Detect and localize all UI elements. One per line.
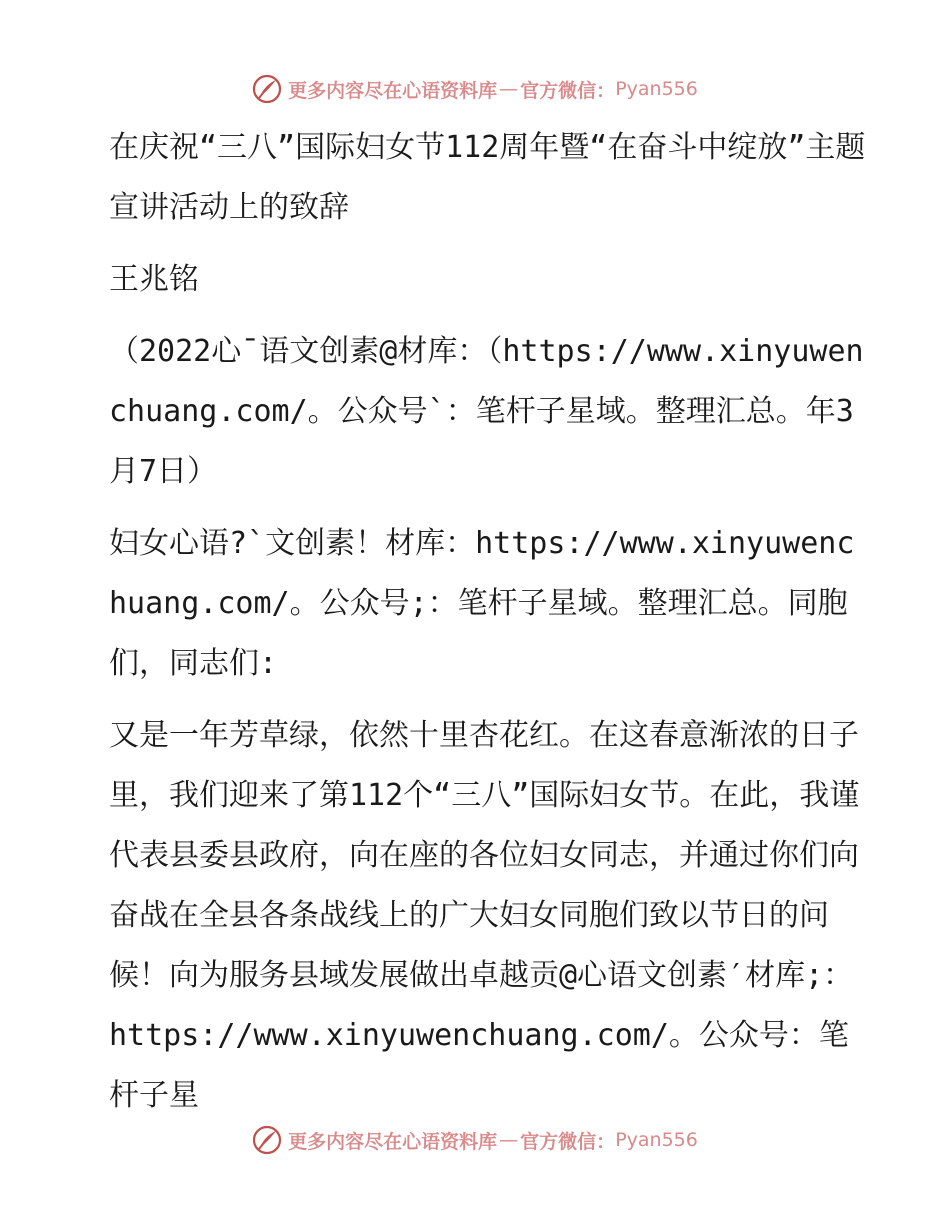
header-watermark-banner [0, 72, 950, 106]
banner-official-text: 官方微信： [520, 79, 616, 102]
banner-wechat-id: Pyan556 [615, 1129, 698, 1151]
paragraph-greeting: 妇女心语?`文创素！材库：https://www.xinyuwenchuang.com/。公众号;：笔杆子星域。整理汇总。同胞们，同志们: [109, 526, 855, 681]
banner-dash: — [499, 78, 519, 100]
banner-main-text: 更多内容尽在心语资料库 [288, 1130, 498, 1153]
quill-circle-logo-icon [252, 74, 282, 104]
banner-wechat-id: Pyan556 [615, 78, 698, 100]
banner-official-text: 官方微信： [520, 1130, 616, 1153]
document-date-note: （2022心¯语文创素@材库：（https://www.xinyuwenchuang.com/。公众号`：笔杆子星域。整理汇总。年3月7日） [109, 334, 864, 489]
banner-dash: — [499, 1129, 519, 1151]
paragraph-body: 又是一年芳草绿，依然十里杏花红。在这春意渐浓的日子里，我们迎来了第112个“三八”国际妇女节。在此，我谨代表县委县政府，向在座的各位妇女同志，并通过你们向奋战在全县各条战线上的广大妇女同胞们致以节日的问候！向为服务县域发展做出卓越贡@心语文创素′材库;：https://www.xinyuwenchuang.com/。公众号：笔杆子星 [109, 718, 860, 1113]
document-author: 王兆铭 [109, 262, 199, 297]
banner-main-text: 更多内容尽在心语资料库 [288, 79, 498, 102]
footer-watermark-banner [0, 1123, 950, 1157]
document-title: 在庆祝“三八”国际妇女节112周年暨“在奋斗中绽放”主题宣讲活动上的致辞 [109, 130, 866, 225]
document-body [97, 118, 867, 1126]
quill-circle-logo-icon [252, 1125, 282, 1155]
